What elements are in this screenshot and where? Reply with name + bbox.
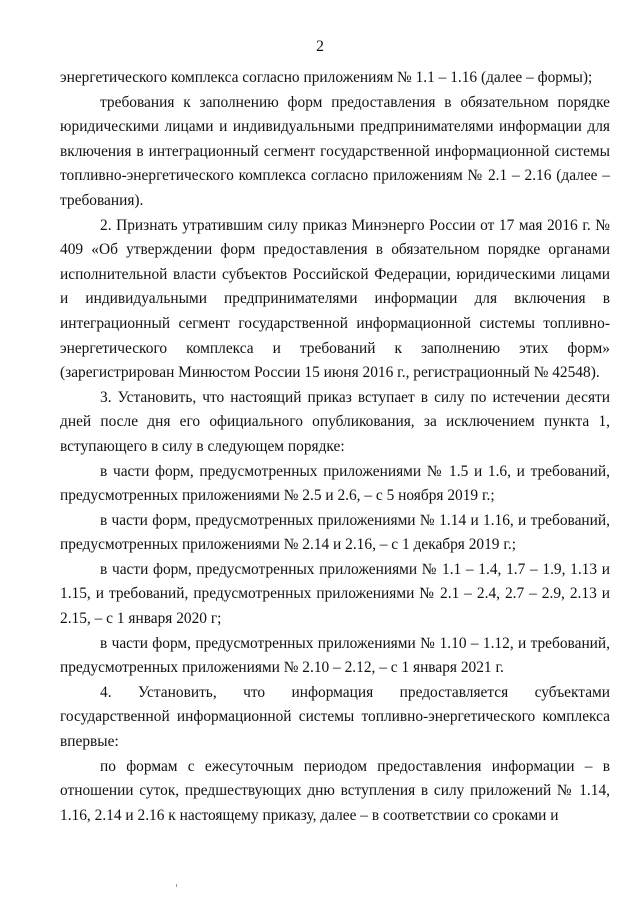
paragraph-item-3-jan-2021: в части форм, предусмотренных приложениями № 1.10 – 1.12, и требований, предусмотренных приложениями № 2.10 – 2.12, – с 1 января 2021 г. [60,634,610,677]
paragraph-item-3: 3. Установить, что настоящий приказ вступает в силу по истечении десяти дней после дня его официального опубликования, за исключением пункта 1, вступающего в силу в следующем порядке: [60,388,610,455]
paragraph-requirements: требования к заполнению форм предоставления в обязательном порядке юридическими лицами и индивидуальными предпринимателями информации для включения в интеграционный сегмент государственной информационной системы топливно-энергетического комплекса согласно приложениям № 2.1 – 2.16 (далее – требования). [60,93,610,209]
paragraph-item-4: 4. Установить, что информация предоставляется субъектами государственной информационной системы топливно-энергетического комплекса впервые: [60,683,610,751]
document-body [60,66,610,828]
page-number: 2 [316,38,324,55]
paragraph-item-3-jan-2020: в части форм, предусмотренных приложениями № 1.1 – 1.4, 1.7 – 1.9, 1.13 и 1.15, и требований, предусмотренных приложениями № 2.1 – 2.4, 2.7 – 2.9, 2.13 и 2.15, – с 1 января 2020 г; [60,560,610,628]
paragraph-item-4-daily: по формам с ежесуточным периодом предоставления информации – в отношении суток, предшествующих дню вступления в силу приложений № 1.14, 1.16, 2.14 и 2.16 к настоящему приказу, далее – в соответствии со сроками и [60,757,610,824]
paragraph-item-2: 2. Признать утратившим силу приказ Минэнерго России от 17 мая 2016 г. № 409 «Об утверждении форм предоставления в обязательном порядке органами исполнительной власти субъектов Российской Федерации, юридическими лицами и индивидуальными предпринимателями информации для включения в интеграционный сегмент государственной информационной системы топливно-энергетического комплекса и требований к заполнению этих форм» (зарегистрирован Минюстом России 15 июня 2016 г., регистрационный № 42548). [60,216,610,382]
paragraph-item-3-dec-2019: в части форм, предусмотренных приложениями № 1.14 и 1.16, и требований, предусмотренных приложениями № 2.14 и 2.16, – с 1 декабря 2019 г.; [60,511,610,554]
scan-mark [176,884,177,887]
paragraph-forms-continuation: энергетического комплекса согласно приложениям № 1.1 – 1.16 (далее – формы); [60,69,593,86]
paragraph-item-3-nov-2019: в части форм, предусмотренных приложениями № 1.5 и 1.6, и требований, предусмотренных приложениями № 2.5 и 2.6, – с 5 ноября 2019 г.; [60,462,610,505]
